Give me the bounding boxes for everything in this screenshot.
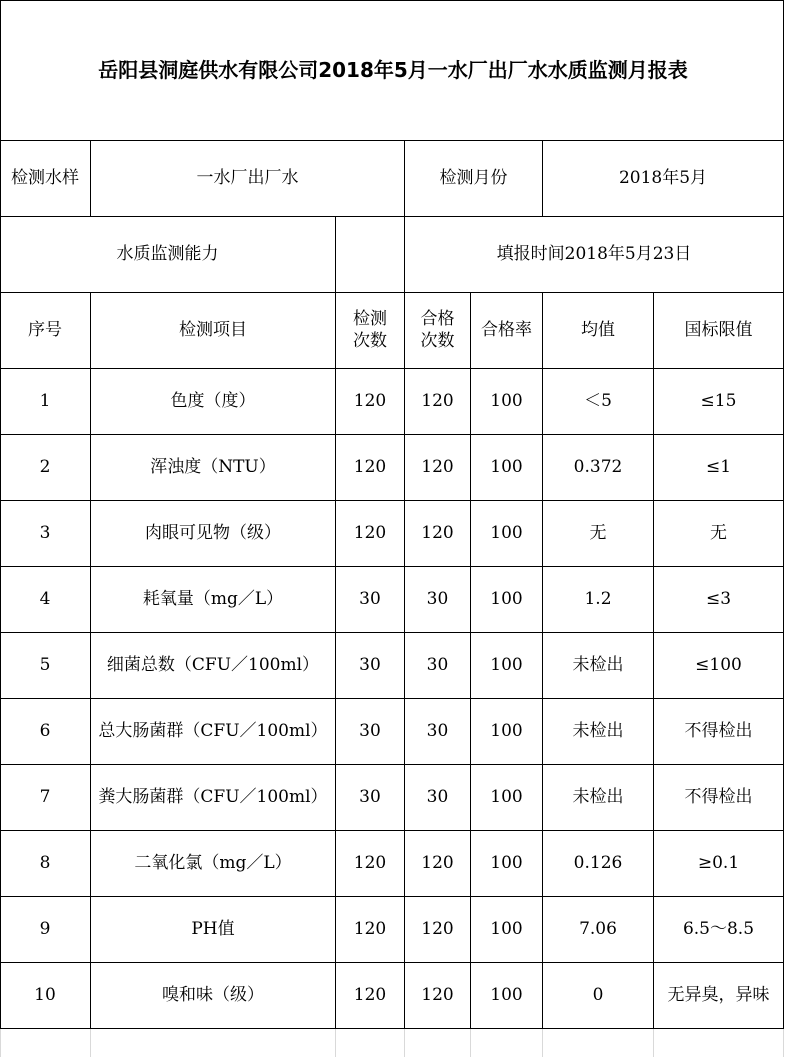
cell-tests: 30 <box>359 720 381 741</box>
cell-rate: 100 <box>490 852 523 873</box>
cell-limit: 不得检出 <box>684 786 753 807</box>
cell-item: 浑浊度（NTU） <box>150 456 276 477</box>
cell-item: 色度（度） <box>170 390 256 411</box>
cell-no: 8 <box>39 852 51 873</box>
cell-mean: 未检出 <box>572 786 624 807</box>
cell-rate: 100 <box>490 918 523 939</box>
cell-item: PH值 <box>191 918 235 939</box>
faint-grid-line <box>470 1029 471 1057</box>
cell-item: 总大肠菌群（CFU／100ml） <box>98 720 328 741</box>
cell-mean: 1.2 <box>584 588 612 609</box>
header-tests: 检测次数 <box>353 309 387 351</box>
cell-rate: 100 <box>490 522 523 543</box>
fill-time: 填报时间2018年5月23日 <box>496 243 692 264</box>
cell-passed: 30 <box>426 654 449 675</box>
cell-tests: 120 <box>353 522 387 543</box>
faint-grid-line <box>0 1029 1 1057</box>
cell-mean: ＜5 <box>584 390 612 411</box>
cell-no: 7 <box>39 786 51 807</box>
cell-no: 5 <box>39 654 51 675</box>
cell-item: 粪大肠菌群（CFU／100ml） <box>98 786 328 807</box>
header-passed: 合格次数 <box>420 309 455 351</box>
header-item: 检测项目 <box>179 319 247 340</box>
cell-mean: 无 <box>589 522 607 543</box>
cell-passed: 120 <box>421 852 454 873</box>
cell-no: 10 <box>34 984 56 1005</box>
capability-label: 水质监测能力 <box>116 243 219 264</box>
faint-grid-line <box>335 1029 336 1057</box>
cell-rate: 100 <box>490 984 523 1005</box>
cell-no: 1 <box>39 390 51 411</box>
cell-passed: 120 <box>421 984 454 1005</box>
cell-no: 4 <box>39 588 51 609</box>
cell-passed: 120 <box>421 522 454 543</box>
cell-mean: 0.126 <box>573 852 623 873</box>
month-label: 检测月份 <box>439 167 508 188</box>
cell-limit: ≥0.1 <box>697 852 740 873</box>
page-title: 岳阳县洞庭供水有限公司2018年5月一水厂出厂水水质监测月报表 <box>98 57 688 82</box>
cell-rate: 100 <box>490 588 523 609</box>
cell-passed: 30 <box>426 786 449 807</box>
faint-grid-line <box>542 1029 543 1057</box>
cell-rate: 100 <box>490 720 523 741</box>
cell-no: 3 <box>39 522 51 543</box>
faint-grid-line <box>404 1029 405 1057</box>
cell-rate: 100 <box>490 390 523 411</box>
cell-limit: 无异臭，异味 <box>667 984 770 1005</box>
cell-limit: ≤3 <box>705 588 732 609</box>
cell-passed: 120 <box>421 918 454 939</box>
cell-passed: 30 <box>426 720 449 741</box>
cell-mean: 0 <box>592 984 604 1005</box>
cell-item: 细菌总数（CFU／100ml） <box>106 654 320 675</box>
sample-value: 一水厂出厂水 <box>196 167 299 188</box>
cell-mean: 0.372 <box>573 456 623 477</box>
faint-grid-line <box>90 1029 91 1057</box>
cell-limit: 6.5～8.5 <box>682 918 755 939</box>
grid-line <box>0 1028 784 1029</box>
cell-limit: ≤15 <box>700 390 737 411</box>
cell-tests: 120 <box>353 390 387 411</box>
cell-tests: 30 <box>359 588 381 609</box>
cell-tests: 120 <box>353 918 387 939</box>
cell-passed: 120 <box>421 390 454 411</box>
cell-tests: 120 <box>353 852 387 873</box>
cell-item: 耗氧量（mg／L） <box>142 588 284 609</box>
faint-grid-line <box>653 1029 654 1057</box>
cell-passed: 30 <box>426 588 449 609</box>
cell-no: 9 <box>39 918 51 939</box>
faint-grid-line <box>783 1029 784 1057</box>
cell-passed: 120 <box>421 456 454 477</box>
header-mean: 均值 <box>581 319 615 340</box>
cell-tests: 120 <box>353 984 387 1005</box>
cell-tests: 30 <box>359 654 381 675</box>
cell-item: 肉眼可见物（级） <box>145 522 281 543</box>
cell-mean: 未检出 <box>572 654 624 675</box>
cell-no: 6 <box>39 720 51 741</box>
cell-mean: 未检出 <box>572 720 624 741</box>
grid-line <box>783 0 784 1029</box>
sample-label: 检测水样 <box>11 167 79 188</box>
cell-limit: ≤1 <box>705 456 732 477</box>
cell-mean: 7.06 <box>579 918 617 939</box>
header-limit: 国标限值 <box>684 319 753 340</box>
cell-rate: 100 <box>490 456 523 477</box>
cell-limit: 不得检出 <box>684 720 753 741</box>
cell-item: 嗅和味（级） <box>162 984 264 1005</box>
cell-tests: 30 <box>359 786 381 807</box>
cell-rate: 100 <box>490 654 523 675</box>
header-rate: 合格率 <box>481 319 532 340</box>
header-no: 序号 <box>28 319 62 340</box>
cell-tests: 120 <box>353 456 387 477</box>
month-value: 2018年5月 <box>618 167 708 188</box>
cell-rate: 100 <box>490 786 523 807</box>
cell-limit: 无 <box>710 522 727 543</box>
cell-limit: ≤100 <box>695 654 742 675</box>
grid-line <box>335 216 336 292</box>
cell-item: 二氧化氯（mg／L） <box>134 852 292 873</box>
cell-no: 2 <box>39 456 51 477</box>
